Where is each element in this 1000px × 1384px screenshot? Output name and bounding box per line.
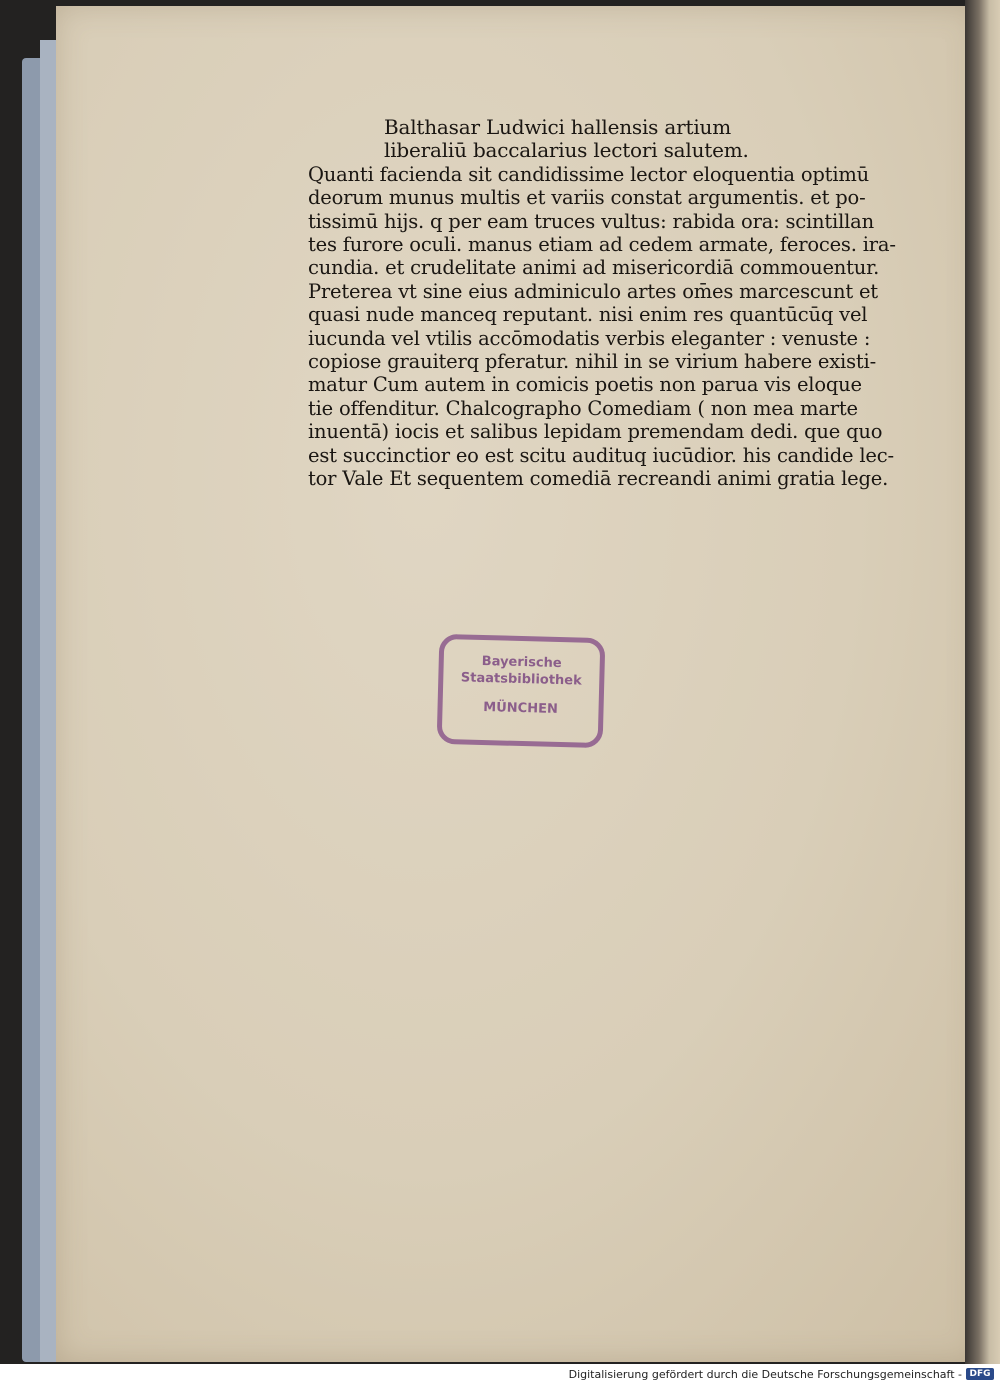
body-line: tie offenditur. Chalcographo Comediam ( non mea marte (308, 396, 858, 420)
body-line: tor Vale Et sequentem comediā recreandi animi gratia lege. (308, 467, 889, 491)
body-line: quasi nude manceq reputant. nisi enim res quantūcūq vel (308, 303, 868, 327)
body-text (308, 163, 908, 491)
stamp-line-2: Staatsbibliothek (460, 670, 582, 689)
body-line: Quanti facienda sit candidissime lector eloquentia optimū (308, 162, 870, 186)
body-line: iucunda vel vtilis accōmodatis verbis eleganter : venuste : (308, 326, 871, 350)
footer-bar (0, 1364, 1000, 1384)
body-line: tissimū hijs. q per eam truces vultus: rabida ora: scintillan (308, 209, 874, 233)
body-line: cundia. et crudelitate animi ad misericordiā commouentur. (308, 256, 880, 280)
body-line: inuentā) iocis et salibus lepidam premendam dedi. que quo (308, 420, 883, 444)
heading (308, 116, 908, 163)
heading-line: liberaliū baccalarius lectori salutem. (384, 138, 749, 163)
body-line: matur Cum autem in comicis poetis non parua vis eloque (308, 373, 862, 397)
page-gutter (965, 0, 1000, 1364)
body-line: est succinctior eo est scitu audituq iucūdior. his candide lec- (308, 443, 894, 467)
heading-line: Balthasar Ludwici hallensis artium (384, 115, 731, 139)
body-line: tes furore oculi. manus etiam ad cedem armate, feroces. ira- (308, 233, 896, 257)
stamp-line-1: Bayerische (481, 653, 562, 672)
dfg-logo-icon: DFG (966, 1368, 994, 1380)
body-line: deorum munus multis et variis constat argumentis. et po- (308, 186, 866, 210)
body-line: copiose grauiterq pferatur. nihil in se virium habere existi- (308, 350, 876, 374)
library-stamp (437, 634, 606, 748)
body-line: Preterea vt sine eius adminiculo artes om̄es marcescunt et (308, 279, 878, 303)
stamp-line-3: MÜNCHEN (483, 700, 559, 717)
printed-text-block (308, 116, 908, 491)
footer-credit: Digitalisierung gefördert durch die Deutsche Forschungsgemeinschaft - (568, 1368, 962, 1381)
